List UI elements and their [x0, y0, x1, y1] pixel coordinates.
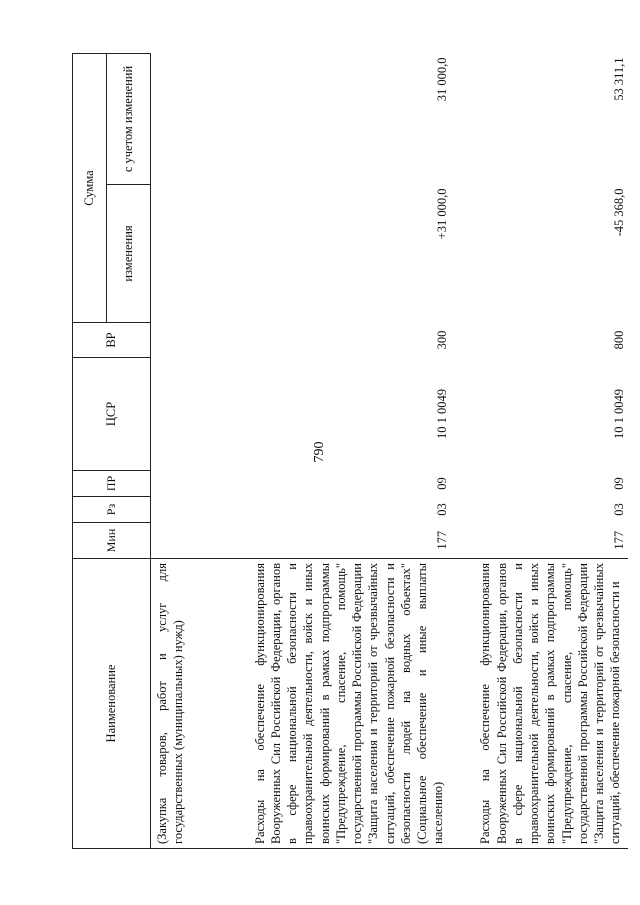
- row-min: 177: [612, 530, 627, 550]
- table-row: [151, 54, 203, 849]
- row-csr: 10 1 0049: [435, 389, 450, 439]
- row-pr: 09: [612, 477, 627, 490]
- header-pr: ПР: [73, 471, 151, 497]
- row-vr: [151, 323, 203, 358]
- header-name: Наименование: [73, 559, 151, 849]
- header-sum: Сумма: [73, 54, 107, 323]
- row-name: Расходы на обеспечение функционирования Вооруженных Сил Российской Федерации, органов в сфере национальной безопасности и правоохранительной деятельности, войск и иных воинских формирований в рамках подпрограммы "Предупреждение, спасение, помощь" государственной программы Российской Федерации "Защита населения и территорий от чрезвычайных ситуаций, обеспечение пожарной безопасности и: [451, 559, 628, 849]
- row-with-changes: 31 000,0: [435, 57, 450, 102]
- row-changes: -45 368,0: [612, 188, 627, 237]
- row-with-changes: [151, 54, 203, 185]
- table-header: [73, 54, 151, 849]
- page-number: 790: [312, 441, 327, 463]
- row-pr: [151, 471, 203, 497]
- row-pr: 09: [435, 477, 450, 490]
- header-min: Мин: [73, 523, 151, 559]
- row-vr: 800: [612, 330, 627, 350]
- budget-table: [72, 53, 628, 849]
- table-row: [451, 54, 628, 849]
- row-vr: 300: [435, 330, 450, 350]
- row-rz: 03: [435, 503, 450, 516]
- row-changes: +31 000,0: [435, 188, 450, 240]
- header-changes: изменения: [107, 185, 151, 323]
- row-rz: [151, 497, 203, 523]
- table-container: [72, 54, 627, 849]
- header-rz: Рз: [73, 497, 151, 523]
- row-name: (Закупка товаров, работ и услуг для государственных (муниципальных) нужд): [151, 559, 203, 849]
- header-csr: ЦСР: [73, 358, 151, 471]
- row-changes: [151, 185, 203, 323]
- row-csr: [151, 358, 203, 471]
- header-with-changes: с учетом изменений: [107, 54, 151, 185]
- row-min: [151, 523, 203, 559]
- row-csr: 10 1 0049: [612, 389, 627, 439]
- row-rz: 03: [612, 503, 627, 516]
- header-vr: ВР: [73, 323, 151, 358]
- row-name: Расходы на обеспечение функционирования Вооруженных Сил Российской Федерации, органов в сфере национальной безопасности и правоохранительной деятельности, войск и иных воинских формирований в рамках подпрограммы "Предупреждение, спасение, помощь" государственной программы Российской Федерации "Защита населения и территорий от чрезвычайных ситуаций, обеспечение пожарной безопасности и безопасности людей на водных объектах" (Социальное обеспечение и иные выплаты населению): [203, 559, 451, 849]
- row-min: 177: [435, 530, 450, 550]
- row-with-changes: 53 311,1: [612, 57, 627, 101]
- table-row: [203, 54, 451, 849]
